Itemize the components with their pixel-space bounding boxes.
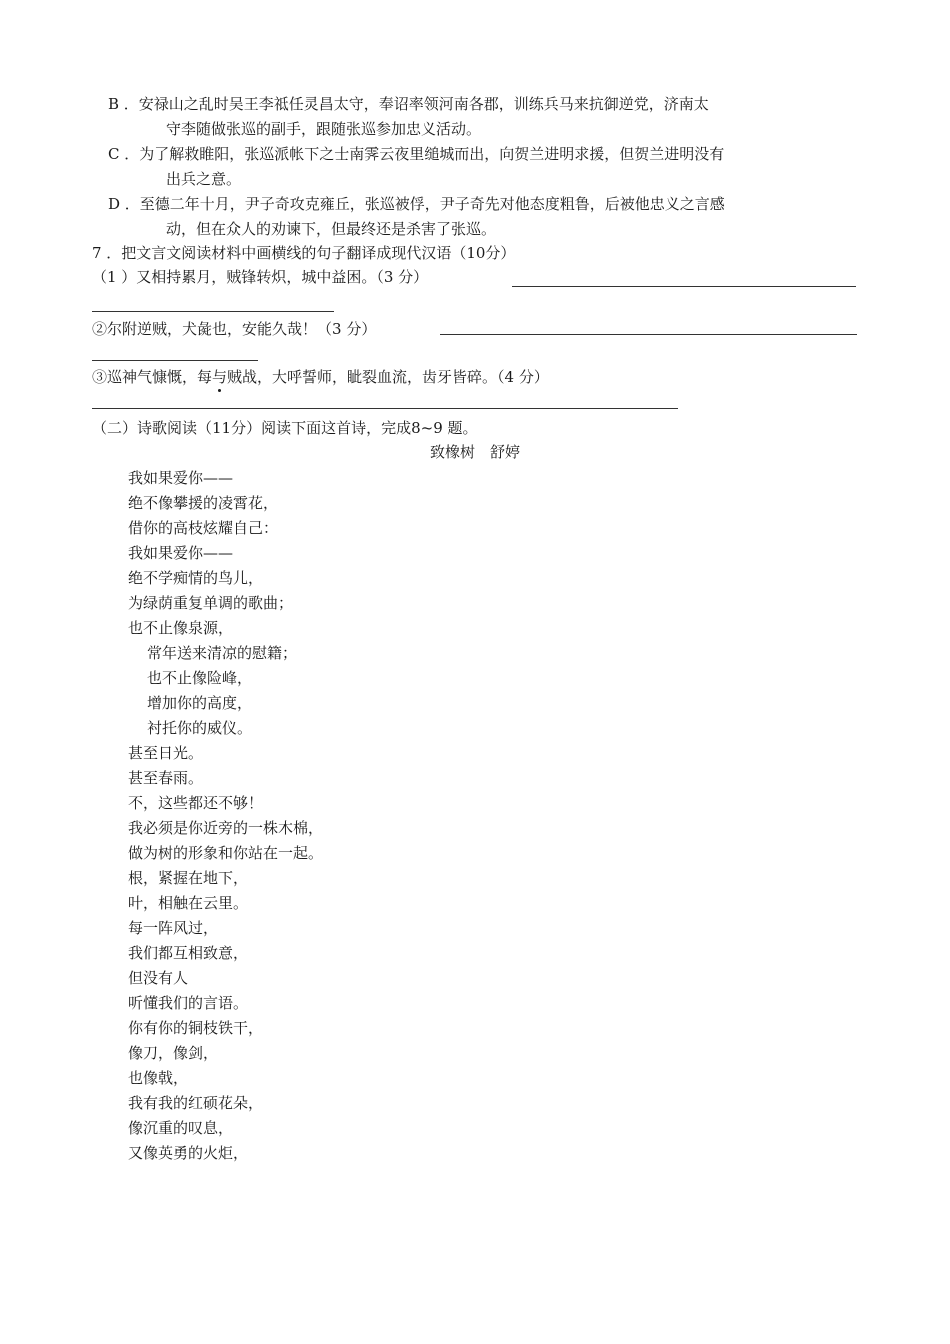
poem-title: 致橡树 舒婷 (429, 443, 520, 461)
poem-line: 也像戟， (128, 1069, 189, 1087)
poem-line: 你有你的铜枝铁干， (128, 1019, 264, 1037)
poem-line: 我如果爱你—— (128, 544, 234, 562)
poem-body (128, 466, 323, 1166)
question-7-item-2: ②尔附逆贼，犬彘也，安能久哉！（3 分） (92, 320, 377, 338)
answer-line-2a[interactable] (440, 334, 857, 335)
option-c (108, 142, 860, 192)
option-b-line2: 守李随做张巡的副手，跟随张巡参加忠义活动。 (166, 120, 482, 138)
poem-line: 借你的高枝炫耀自己： (128, 519, 279, 537)
question-7-item-3 (92, 366, 549, 388)
poem-line: 常年送来清凉的慰籍； (147, 644, 298, 662)
poem-line: 像刀，像剑， (128, 1044, 219, 1062)
poem-line: 不，这些都还不够！ (128, 794, 264, 812)
poem-line: 我如果爱你—— (128, 469, 234, 487)
poem-line: 甚至春雨。 (128, 769, 204, 787)
poem-line: 也不止像险峰， (147, 669, 253, 687)
poem-line: 为绿荫重复单调的歌曲； (128, 594, 294, 612)
question-7-heading: 7 ．把文言文阅读材料中画横线的句子翻译成现代汉语（10分） (92, 244, 516, 262)
option-d-line2: 动，但在众人的劝谏下，但最终还是杀害了张巡。 (166, 220, 497, 238)
answer-line-1b[interactable] (92, 311, 334, 312)
option-b-line1: B ．安禄山之乱时吴王李祗任灵昌太守，奉诏率领河南各郡，训练兵马来抗御逆党，济南太 (108, 95, 709, 113)
answer-line-3[interactable] (92, 408, 678, 409)
poem-line: 听懂我们的言语。 (128, 994, 249, 1012)
poem-line: 我必须是你近旁的一株木棉， (128, 819, 324, 837)
option-c-line1: C ．为了解救睢阳，张巡派帐下之士南霁云夜里缒城而出，向贺兰进明求援，但贺兰进明没有 (108, 145, 725, 163)
answer-line-2b[interactable] (92, 360, 258, 361)
poem-line: 但没有人 (128, 969, 189, 987)
section-2-heading: （二）诗歌阅读（11分）阅读下面这首诗，完成8~9 题。 (92, 419, 478, 437)
poem-line: 根，紧握在地下， (128, 869, 249, 887)
item-3-text-a: ③巡神气慷慨，每 (92, 368, 213, 386)
poem-line: 绝不学痴情的鸟儿， (128, 569, 264, 587)
option-b (108, 92, 860, 142)
question-7-item-1: （1 ）又相持累月，贼锋转炽，城中益困。（3 分） (92, 268, 429, 286)
poem-line: 又像英勇的火炬， (128, 1144, 249, 1162)
answer-line-1a[interactable] (512, 286, 856, 287)
emphasis-dot-char: 与 (212, 368, 228, 386)
item-3-text-b: 贼战，大呼誓师，眦裂血流，齿牙皆碎。（4 分） (227, 368, 549, 386)
poem-line: 甚至日光。 (128, 744, 204, 762)
poem-line: 增加你的高度， (147, 694, 253, 712)
option-d (108, 192, 860, 242)
poem-line: 也不止像泉源， (128, 619, 234, 637)
poem-line: 叶，相触在云里。 (128, 894, 249, 912)
poem-line: 每一阵风过， (128, 919, 219, 937)
option-c-line2: 出兵之意。 (166, 170, 242, 188)
poem-line: 我们都互相致意， (128, 944, 249, 962)
poem-line: 衬托你的威仪。 (147, 719, 253, 737)
poem-line: 像沉重的叹息， (128, 1119, 234, 1137)
option-d-line1: D ．至德二年十月，尹子奇攻克雍丘，张巡被俘，尹子奇先对他态度粗鲁，后被他忠义之言感 (108, 195, 725, 213)
poem-line: 做为树的形象和你站在一起。 (128, 844, 324, 862)
poem-line: 绝不像攀援的凌霄花， (128, 494, 279, 512)
poem-line: 我有我的红硕花朵， (128, 1094, 264, 1112)
